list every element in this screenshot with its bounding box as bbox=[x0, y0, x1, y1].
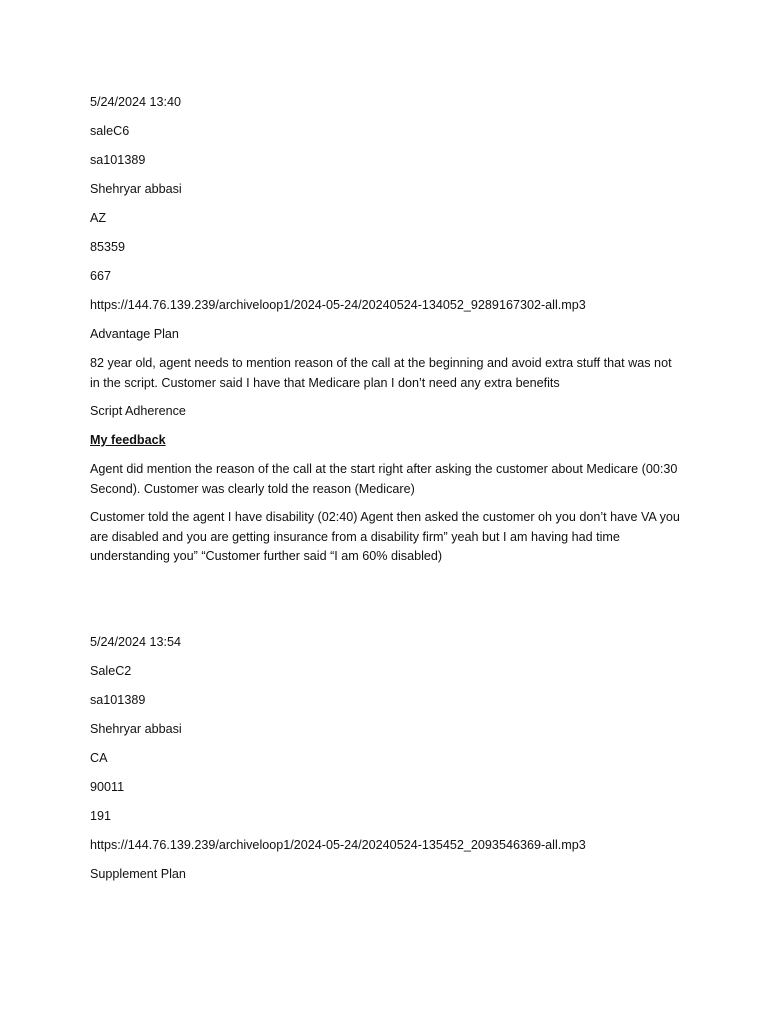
record1-state: AZ bbox=[90, 211, 107, 225]
record2-recording-url: https://144.76.139.239/archiveloop1/2024-05-24/20240524-135452_2093546369-all.mp3 bbox=[90, 838, 586, 852]
record1-plan: Advantage Plan bbox=[90, 327, 179, 341]
record1-duration: 667 bbox=[90, 269, 112, 283]
record2-duration: 191 bbox=[90, 809, 112, 823]
record2-campaign: SaleC2 bbox=[90, 664, 132, 678]
record1-category: Script Adherence bbox=[90, 404, 186, 418]
record1-agent-name: Shehryar abbasi bbox=[90, 182, 182, 196]
feedback-paragraph: Customer told the agent I have disability (02:40) Agent then asked the customer oh you don’t have VA you are disabled and you are getting insurance from a disability firm” yeah but I am having had time understanding you” “Customer further said “I am 60% disabled) bbox=[90, 510, 680, 563]
record1-zip: 85359 bbox=[90, 240, 126, 254]
record2-plan: Supplement Plan bbox=[90, 867, 186, 881]
record1-recording-url: https://144.76.139.239/archiveloop1/2024-05-24/20240524-134052_9289167302-all.mp3 bbox=[90, 298, 586, 312]
record1-datetime: 5/24/2024 13:40 bbox=[90, 95, 182, 109]
record2-state: CA bbox=[90, 751, 108, 765]
record2-zip: 90011 bbox=[90, 780, 125, 794]
record1-campaign: saleC6 bbox=[90, 124, 130, 138]
record2-agent-id: sa101389 bbox=[90, 693, 146, 707]
feedback-heading: My feedback bbox=[90, 433, 166, 447]
record1-note: 82 year old, agent needs to mention reason of the call at the beginning and avoid extra stuff that was not in the script. Customer said I have that Medicare plan I don’t need any extra benefits bbox=[90, 356, 672, 390]
record1-agent-id: sa101389 bbox=[90, 153, 146, 167]
record2-agent-name: Shehryar abbasi bbox=[90, 722, 182, 736]
feedback-paragraph: Agent did mention the reason of the call at the start right after asking the customer about Medicare (00:30 Second). Customer was clearly told the reason (Medicare) bbox=[90, 462, 678, 496]
record2-datetime: 5/24/2024 13:54 bbox=[90, 635, 182, 649]
